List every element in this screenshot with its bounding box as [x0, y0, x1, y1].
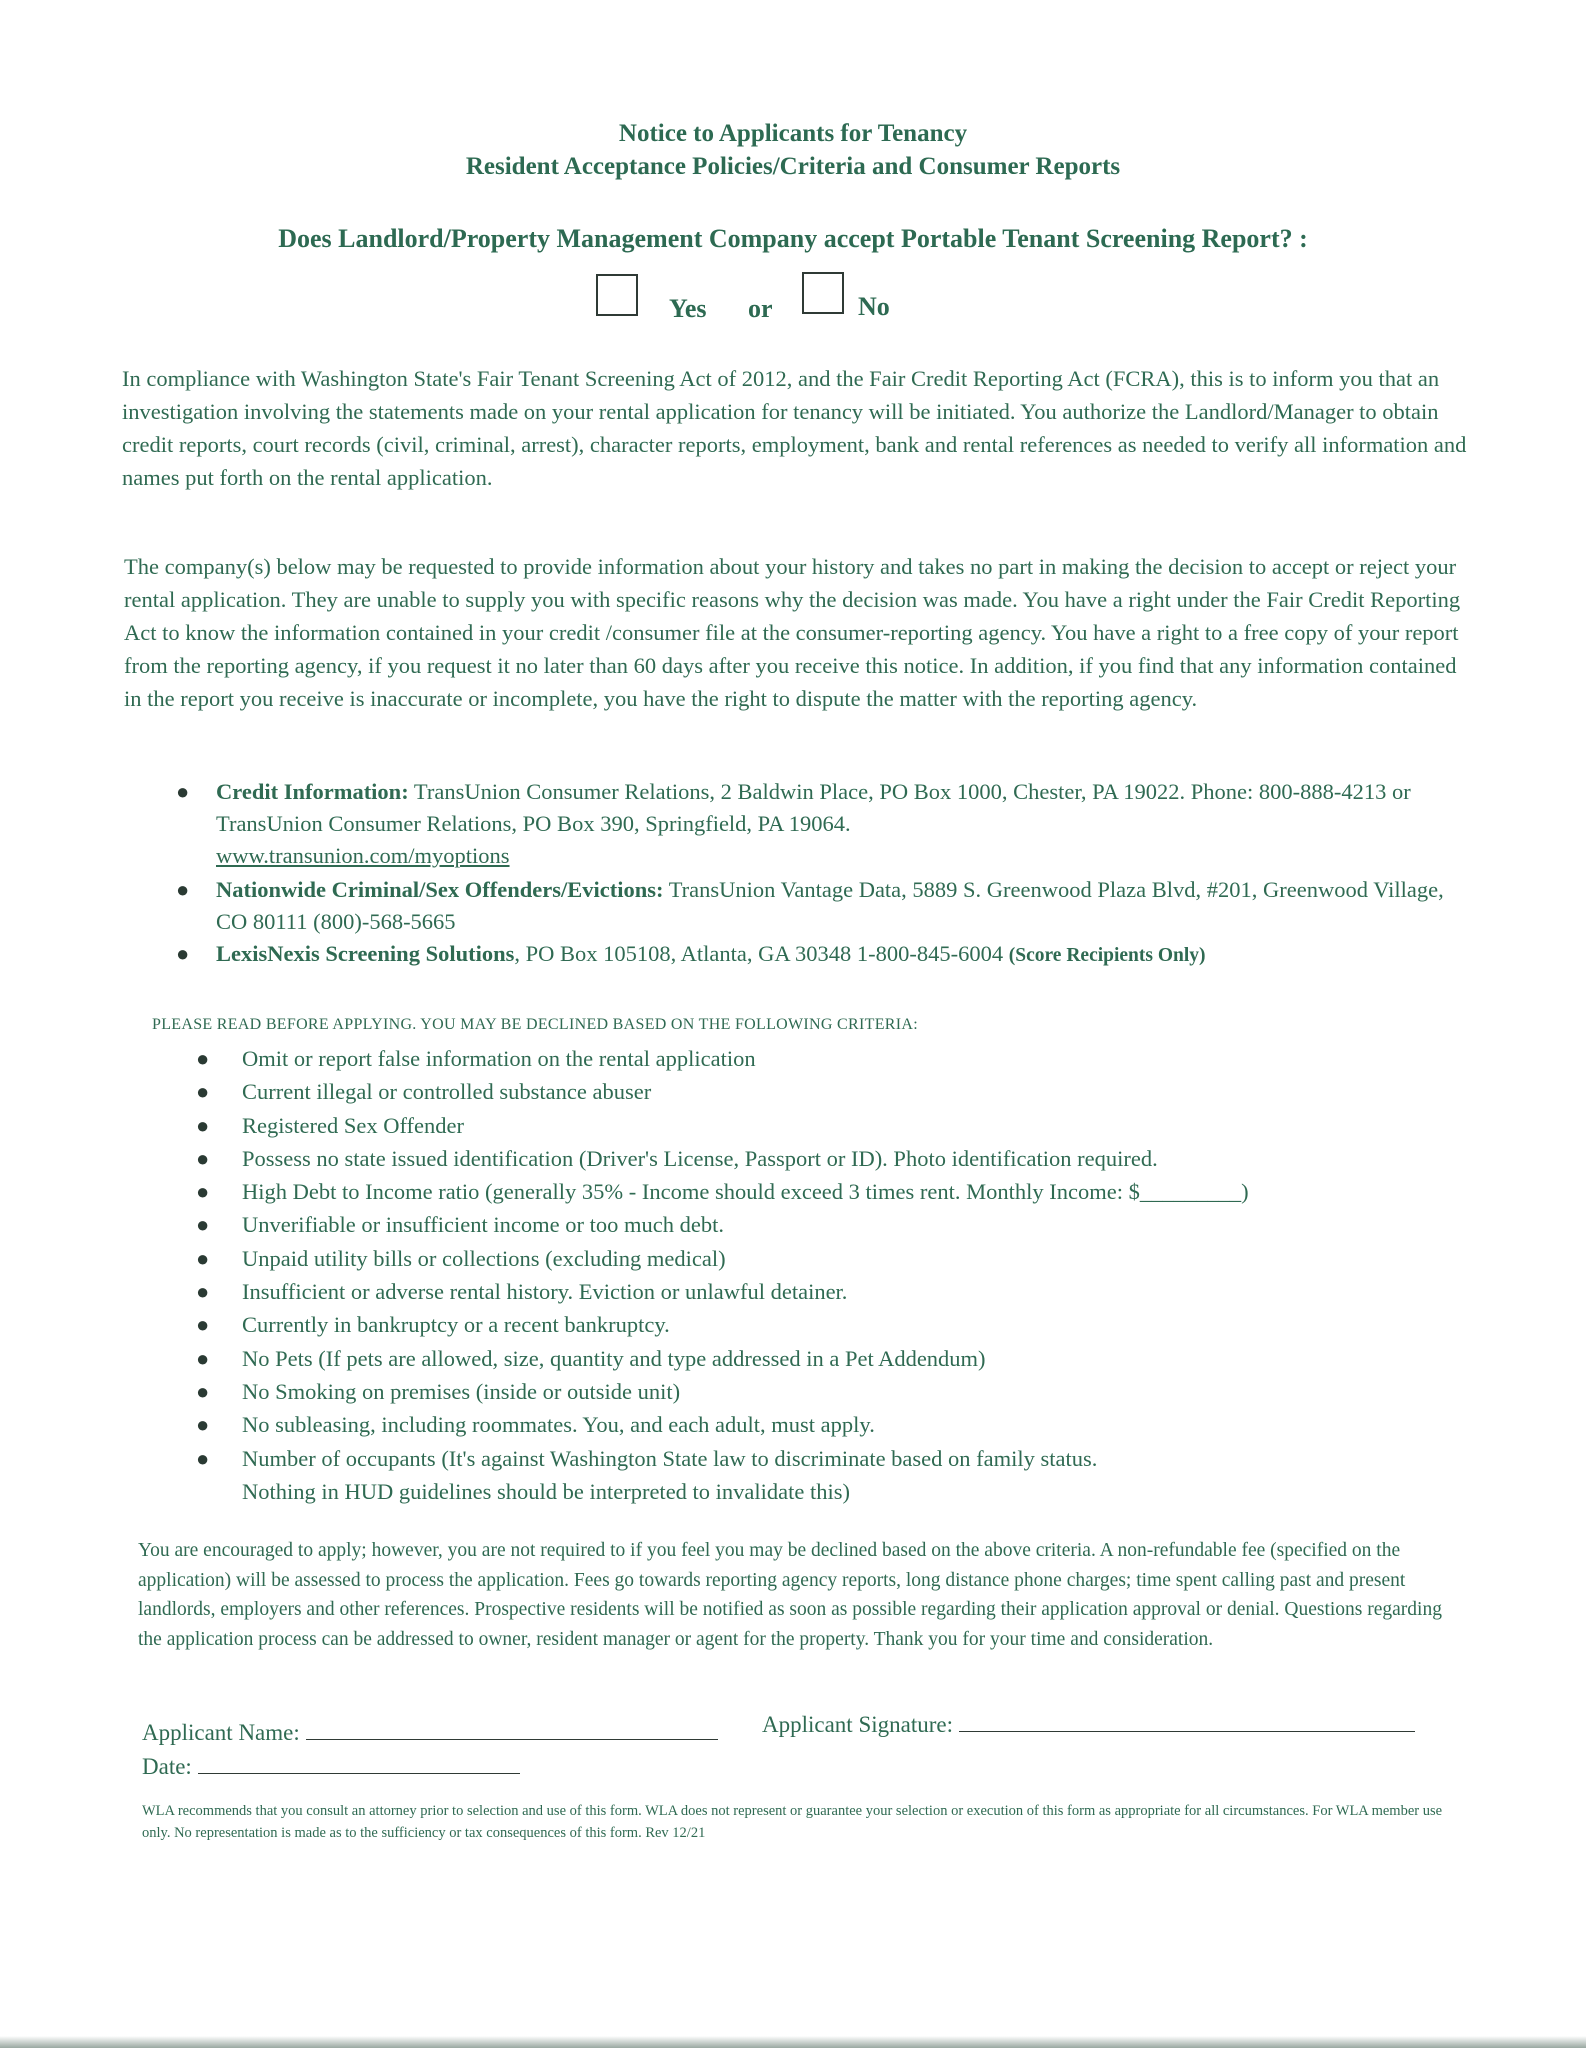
screening-report-question: Does Landlord/Property Management Company accept Portable Tenant Screening Report? : — [278, 224, 1308, 253]
list-item — [168, 776, 1468, 872]
list-item — [196, 1109, 1496, 1142]
yes-checkbox[interactable] — [596, 274, 638, 316]
bullet-icon: ● — [196, 1145, 210, 1171]
list-item — [196, 1175, 1496, 1208]
bullet-icon: ● — [196, 1312, 210, 1338]
criteria-text: Omit or report false information on the rental application — [242, 1046, 756, 1071]
date-label: Date: — [142, 1754, 192, 1779]
applicant-name-label: Applicant Name: — [142, 1720, 300, 1745]
list-item — [196, 1075, 1496, 1108]
document-subtitle: Resident Acceptance Policies/Criteria and Consumer Reports — [465, 153, 1121, 180]
criteria-text: Possess no state issued identification (Driver's License, Passport or ID). Photo identification required. — [242, 1145, 1158, 1171]
applicant-signature-row — [762, 1712, 1415, 1738]
list-item — [196, 1375, 1496, 1408]
list-item — [196, 1142, 1496, 1175]
criteria-text: Insufficient or adverse rental history. Eviction or unlawful detainer. — [242, 1279, 848, 1305]
criminal-label: Nationwide Criminal/Sex Offenders/Evictions: — [216, 877, 664, 902]
criteria-text: Current illegal or controlled substance abuser — [242, 1079, 652, 1105]
bullet-icon: ● — [196, 1112, 210, 1138]
bullet-icon: ● — [196, 1279, 210, 1305]
list-item-continuation — [196, 1475, 1496, 1508]
criteria-text: High Debt to Income ratio (generally 35% - Income should exceed 3 times rent. Monthly Income: $_________) — [242, 1179, 1249, 1205]
or-label: or — [748, 294, 773, 323]
criteria-list — [196, 1042, 1496, 1508]
list-item — [196, 1242, 1496, 1275]
footer-disclaimer: WLA recommends that you consult an attorney prior to selection and use of this form. WLA does not represent or guarantee your selection or execution of this form as appropriate for all circumstances. For WLA member use only. No representation is made as to the sufficiency or tax consequences of this form. Rev 12/21 — [142, 1803, 1443, 1841]
lexis-label: LexisNexis Screening Solutions — [216, 941, 515, 966]
bullet-icon: ● — [176, 877, 190, 902]
criminal-text: TransUnion Vantage Data, 5889 S. Greenwood Plaza Blvd, #201, Greenwood Village, CO 80111 (800)-568-5665 — [216, 877, 1444, 934]
applicant-name-field[interactable] — [306, 1738, 718, 1740]
list-item — [196, 1275, 1496, 1308]
date-row — [142, 1754, 520, 1780]
bullet-icon: ● — [176, 779, 190, 804]
list-item — [196, 1308, 1496, 1341]
applicant-signature-label: Applicant Signature: — [762, 1712, 953, 1737]
criteria-heading: PLEASE READ BEFORE APPLYING. YOU MAY BE DECLINED BASED ON THE FOLLOWING CRITERIA: — [152, 1016, 918, 1033]
bullet-icon: ● — [196, 1412, 210, 1438]
criteria-text: No Smoking on premises (inside or outside unit) — [242, 1378, 681, 1404]
bullet-icon: ● — [196, 1212, 210, 1238]
applicant-name-row — [142, 1720, 718, 1746]
bullet-icon: ● — [196, 1179, 210, 1205]
transunion-link[interactable]: www.transunion.com/myoptions — [216, 843, 510, 868]
bullet-icon: ● — [176, 941, 190, 966]
list-item — [196, 1042, 1496, 1075]
criteria-text: Unpaid utility bills or collections (excluding medical) — [242, 1245, 726, 1271]
date-field[interactable] — [198, 1772, 520, 1774]
criteria-text: Registered Sex Offender — [242, 1112, 465, 1138]
credit-text: TransUnion Consumer Relations, 2 Baldwin Place, PO Box 1000, Chester, PA 19022. Phone: 800-888-4213 or TransUnion Consumer Relations, PO Box 390, Springfield, PA 19064. — [216, 779, 1411, 836]
companies-paragraph: The company(s) below may be requested to provide information about your history and takes no part in making the decision to accept or reject your rental application. They are unable to supply you with specific reasons why the decision was made. You have a right under the Fair Credit Reporting Act to know the information contained in your credit /consumer file at the consumer-reporting agency. You have a right to a free copy of your report from the reporting agency, if you request it no later than 60 days after you receive this notice. In addition, if you find that any information contained in the report you receive is inaccurate or incomplete, you have the right to dispute the matter with the reporting agency. — [124, 554, 1461, 711]
criteria-text: No subleasing, including roommates. You, and each adult, must apply. — [242, 1412, 875, 1438]
list-item — [196, 1408, 1496, 1441]
bullet-icon: ● — [196, 1378, 210, 1404]
criteria-text: Currently in bankruptcy or a recent bankruptcy. — [242, 1312, 670, 1338]
closing-paragraph: You are encouraged to apply; however, you are not required to if you feel you may be declined based on the above criteria. A non-refundable fee (specified on the application) will be assessed to process the application. Fees go towards reporting agency reports, long distance phone charges; time spent calling past and present landlords, employers and other references. Prospective residents will be notified as soon as possible regarding their application approval or denial. Questions regarding the application process can be addressed to owner, resident manager or agent for the property. Thank you for your time and consideration. — [138, 1540, 1442, 1650]
criteria-text: No Pets (If pets are allowed, size, quantity and type addressed in a Pet Addendum) — [242, 1345, 986, 1371]
list-item — [196, 1342, 1496, 1375]
criteria-text: Nothing in HUD guidelines should be interpreted to invalidate this) — [242, 1478, 851, 1504]
list-item — [168, 938, 1468, 972]
lexis-note: (Score Recipients Only) — [1008, 945, 1206, 966]
bullet-icon: ● — [196, 1079, 210, 1105]
compliance-paragraph: In compliance with Washington State's Fair Tenant Screening Act of 2012, and the Fair Credit Reporting Act (FCRA), this is to inform you that an investigation involving the statements made on your rental application for tenancy will be initiated. You authorize the Landlord/Manager to obtain credit reports, court records (civil, criminal, arrest), character reports, employment, bank and rental references as needed to verify all information and names put forth on the rental application. — [122, 366, 1467, 490]
bullet-icon: ● — [196, 1445, 210, 1471]
criteria-text: Number of occupants (It's against Washington State law to discriminate based on family status. — [242, 1445, 1098, 1471]
agency-list — [168, 776, 1468, 972]
bullet-icon: ● — [196, 1245, 210, 1271]
list-item — [196, 1208, 1496, 1241]
no-checkbox[interactable] — [802, 272, 844, 314]
list-item — [196, 1442, 1496, 1475]
bullet-icon: ● — [196, 1046, 210, 1071]
document-title: Notice to Applicants for Tenancy — [618, 120, 968, 147]
credit-label: Credit Information: — [216, 779, 409, 804]
applicant-signature-field[interactable] — [959, 1730, 1415, 1732]
lexis-text: , PO Box 105108, Atlanta, GA 30348 1-800-845-6004 — [514, 941, 1004, 966]
bullet-icon: ● — [196, 1345, 210, 1371]
scan-edge — [0, 2036, 1586, 2048]
no-label: No — [858, 292, 890, 321]
criteria-text: Unverifiable or insufficient income or too much debt. — [242, 1212, 724, 1238]
yes-label: Yes — [669, 294, 707, 323]
list-item — [168, 874, 1468, 938]
